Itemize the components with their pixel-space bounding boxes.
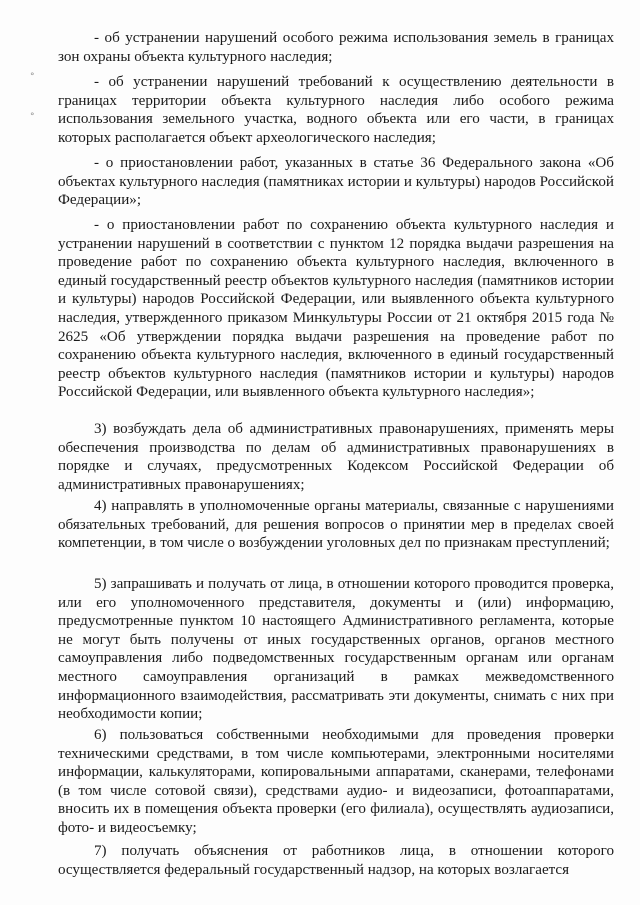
paragraph-item-6: 6) пользоваться собственными необходимыми для проведения проверки техническими средствами, в том числе компьютерами, электронными носителями информации, калькуляторами, копировальными аппаратами, сканерами, телефонами (в том числе сотовой связи), средствами аудио- и видеозаписи, фотоаппаратами, вносить их в помещения объекта проверки (его филиала), осуществлять аудиозаписи, фото- и видеосъемку; [58, 727, 614, 836]
paragraph-suspension-preservation: - о приостановлении работ по сохранению объекта культурного наследия и устранении нарушений в соответствии с пунктом 12 порядка выдачи разрешения на проведение работ по сохранению объекта культурного наследия, включенного в единый государственный реестр объектов культурного наследия (памятников истории и культуры) народов Российской Федерации, или выявленного объекта культурного наследия, утвержденного приказом Минкультуры России от 21 октября 2015 года № 2625 «Об утверждении порядка выдачи разрешения на проведение работ по сохранению объекта культурного наследия, включенного в единый государственный реестр объектов культурного наследия (памятников истории и культуры) народов Российской Федерации, или выявленного объекта культурного наследия»; [58, 217, 614, 401]
paragraph-item-4: 4) направлять в уполномоченные органы материалы, связанные с нарушениями обязательных требований, для решения вопросов о принятии мер в пределах своей компетенции, в том числе о возбуждении уголовных дел по признакам преступлений; [58, 498, 614, 552]
paragraph-suspension-article-36: - о приостановлении работ, указанных в статье 36 Федерального закона «Об объектах культурного наследия (памятниках истории и культуры) народов Российской Федерации»; [58, 155, 614, 209]
paragraph-item-7: 7) получать объяснения от работников лица, в отношении которого осуществляется федеральный государственный надзор, на которых возлагается [58, 843, 614, 878]
paragraph-zones-violation: - об устранении нарушений особого режима использования земель в границах зон охраны объекта культурного наследия; [58, 30, 614, 65]
paragraph-item-3: 3) возбуждать дела об административных правонарушениях, применять меры обеспечения производства по делам об административных правонарушениях в порядке и случаях, предусмотренных Кодексом Российской Федерации об административных правонарушениях; [58, 421, 614, 493]
paragraph-territory-violation: - об устранении нарушений требований к осуществлению деятельности в границах территории объекта культурного наследия либо особого режима использования земельного участка, водного объекта или его части, в границах которых располагается объект археологического наследия; [58, 74, 614, 146]
paragraph-item-5: 5) запрашивать и получать от лица, в отношении которого проводится проверка, или его уполномоченного представителя, документы и (или) информацию, предусмотренные пунктом 10 настоящего Административного регламента, которые не могут быть получены от иных государственных органов, органов местного самоуправления либо подведомственных государственным органам или органам местного самоуправления организаций в рамках межведомственного информационного взаимодействия, рассматривать эти документы, снимать с них при необходимости копии; [58, 576, 614, 723]
margin-mark: ° [30, 72, 35, 82]
margin-mark: ° [30, 112, 35, 122]
